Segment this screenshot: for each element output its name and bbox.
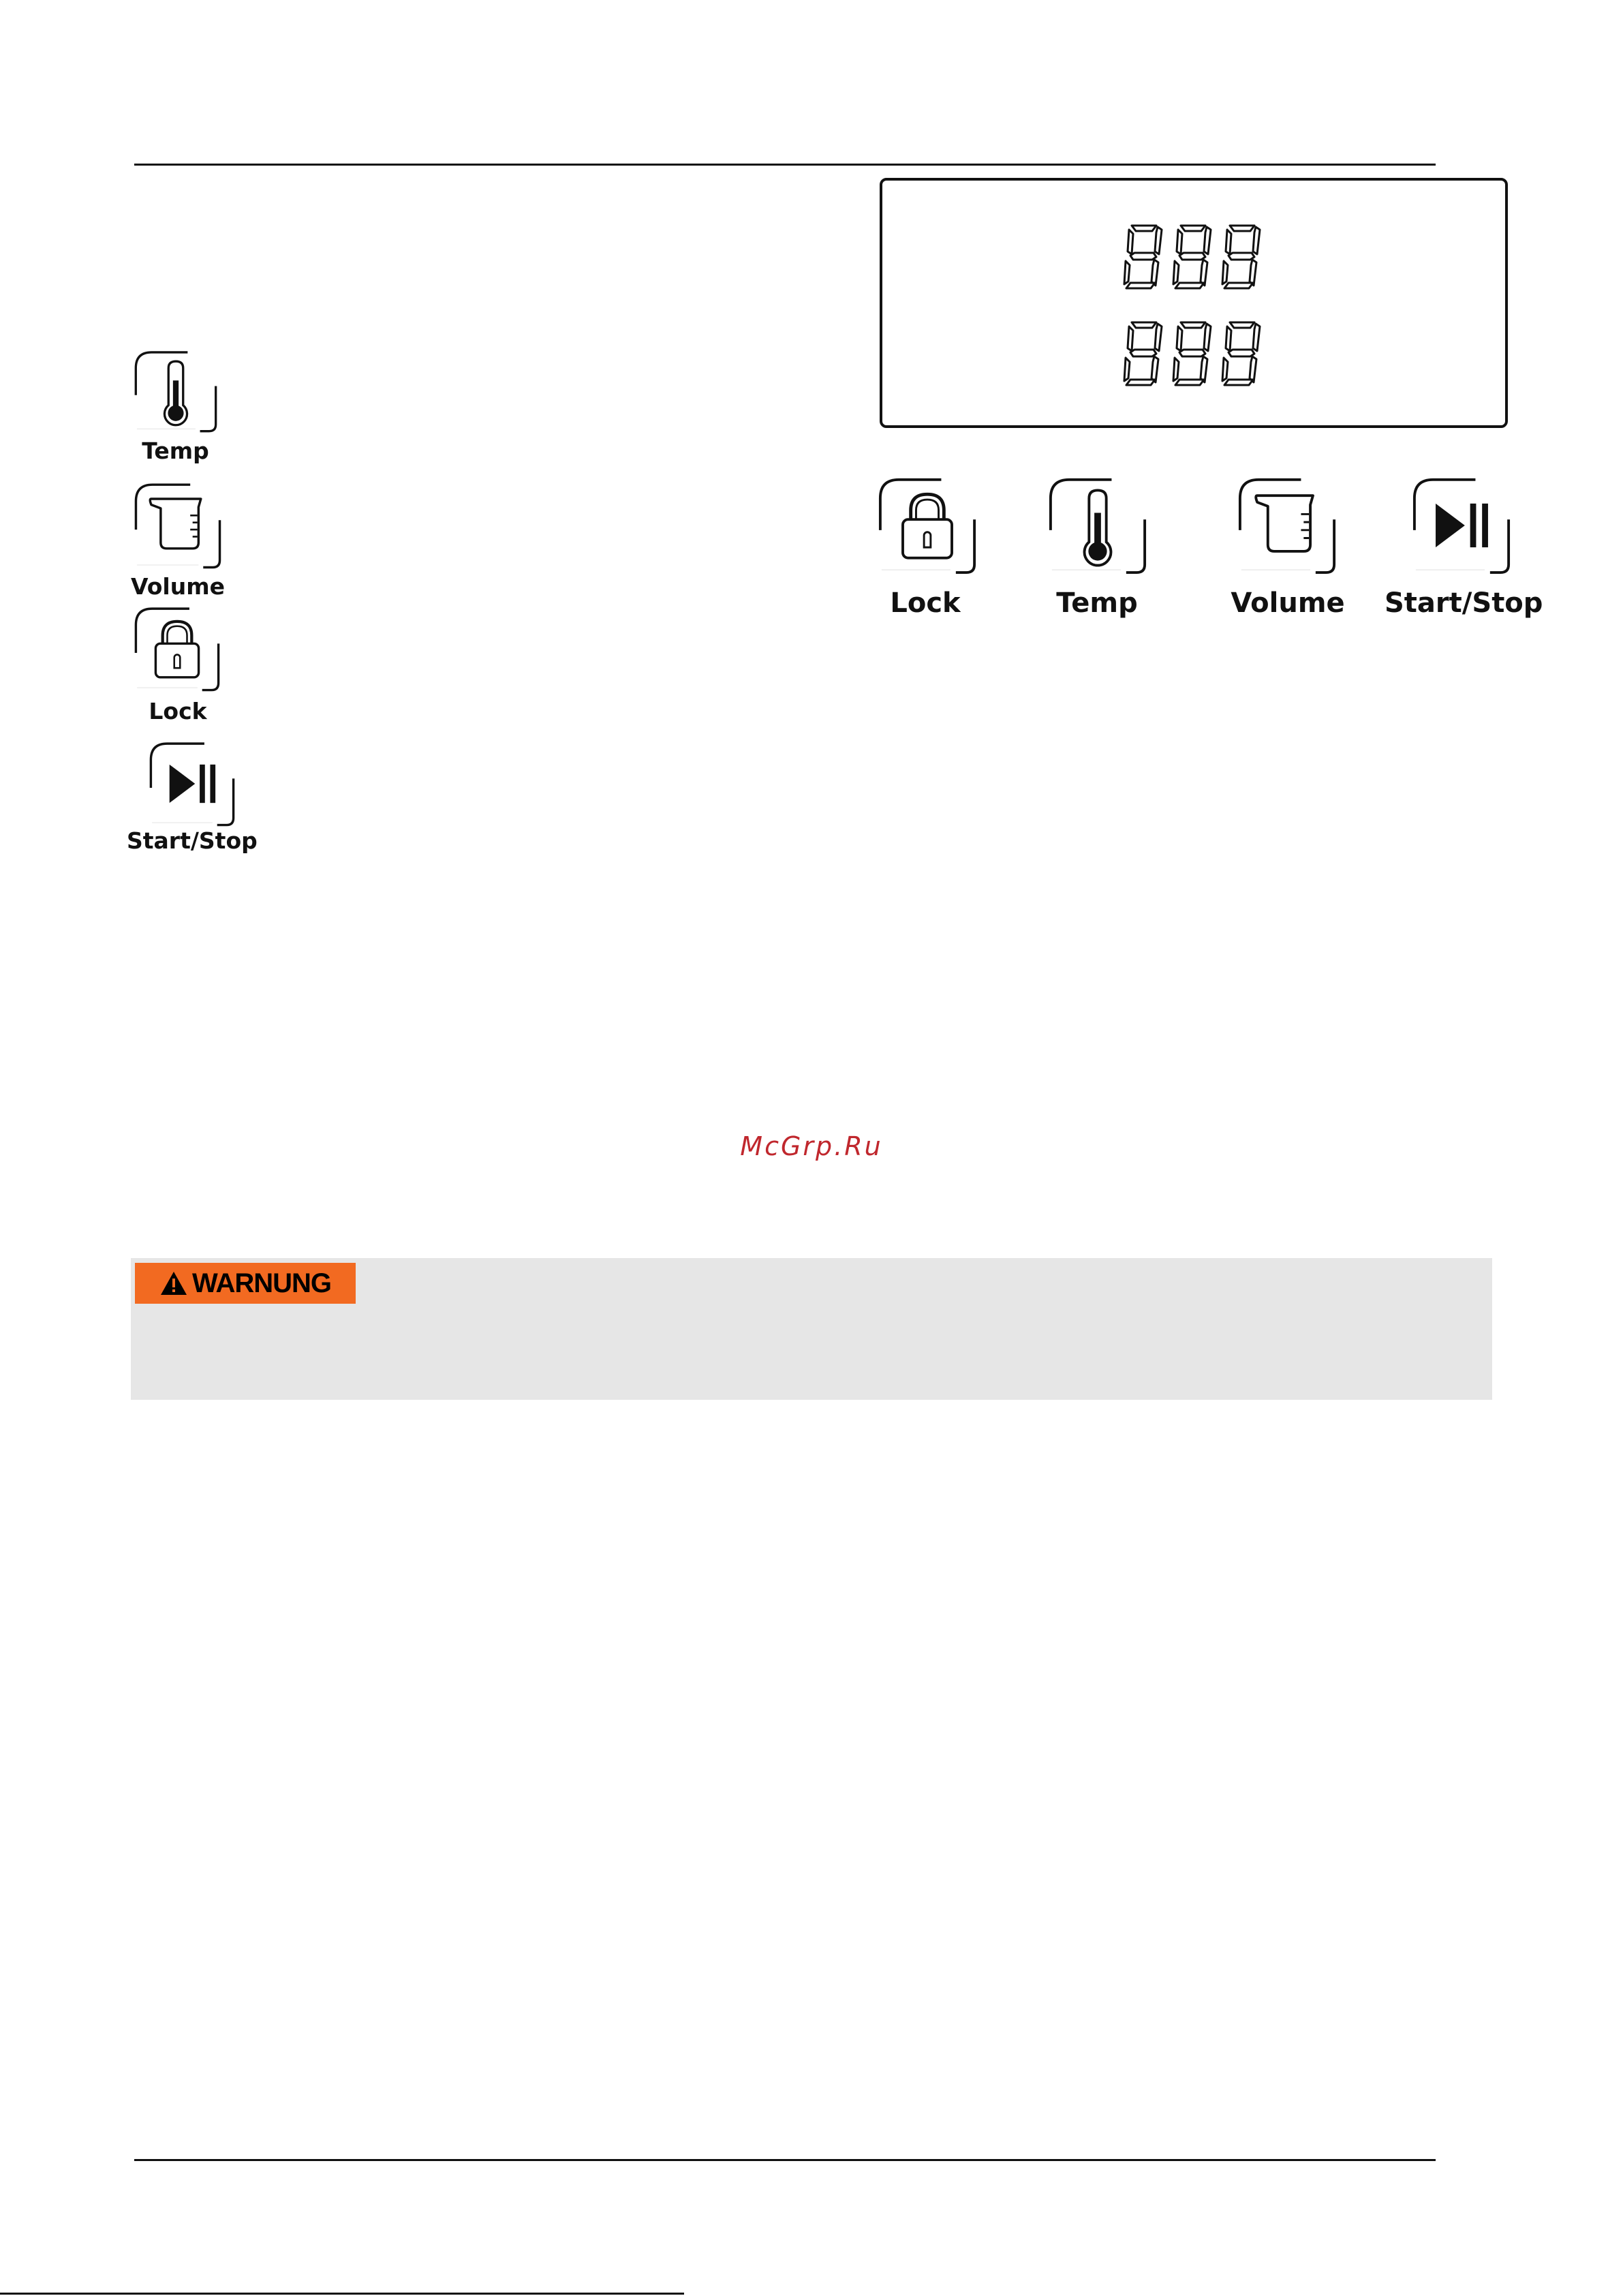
thermometer-icon [134, 349, 218, 433]
lock-icon [134, 605, 221, 692]
panel-label-volume: Volume [1231, 587, 1345, 619]
panel-label-start-stop: Start/Stop [1385, 587, 1543, 619]
warning-label: WARNUNG [191, 1268, 332, 1298]
footer-bottom-rule [0, 2293, 684, 2295]
legend-label-volume: Volume [131, 573, 225, 600]
measuring-cup-icon[interactable] [1237, 476, 1337, 575]
play-pause-icon[interactable] [1412, 476, 1511, 575]
warning-triangle-icon [159, 1270, 188, 1296]
seven-segment-digit [1220, 320, 1263, 388]
legend-label-start-stop: Start/Stop [127, 827, 258, 854]
play-pause-icon [149, 740, 236, 827]
thermometer-icon[interactable] [1048, 476, 1147, 575]
seven-segment-digit [1122, 223, 1164, 291]
seven-segment-digit [1171, 320, 1214, 388]
panel-label-lock: Lock [890, 587, 961, 619]
measuring-cup-icon [134, 481, 222, 570]
panel-label-temp: Temp [1056, 587, 1138, 619]
seven-segment-digit [1122, 320, 1164, 388]
legend-label-lock: Lock [149, 698, 207, 724]
lcd-display [880, 178, 1508, 428]
footer-rule [134, 2159, 1436, 2161]
lock-icon[interactable] [878, 476, 977, 575]
warning-badge [135, 1263, 356, 1304]
seven-segment-digit [1171, 223, 1214, 291]
watermark: McGrp.Ru [740, 1131, 883, 1161]
seven-segment-digit [1220, 223, 1263, 291]
header-rule [134, 164, 1436, 166]
legend-label-temp: Temp [142, 438, 209, 464]
